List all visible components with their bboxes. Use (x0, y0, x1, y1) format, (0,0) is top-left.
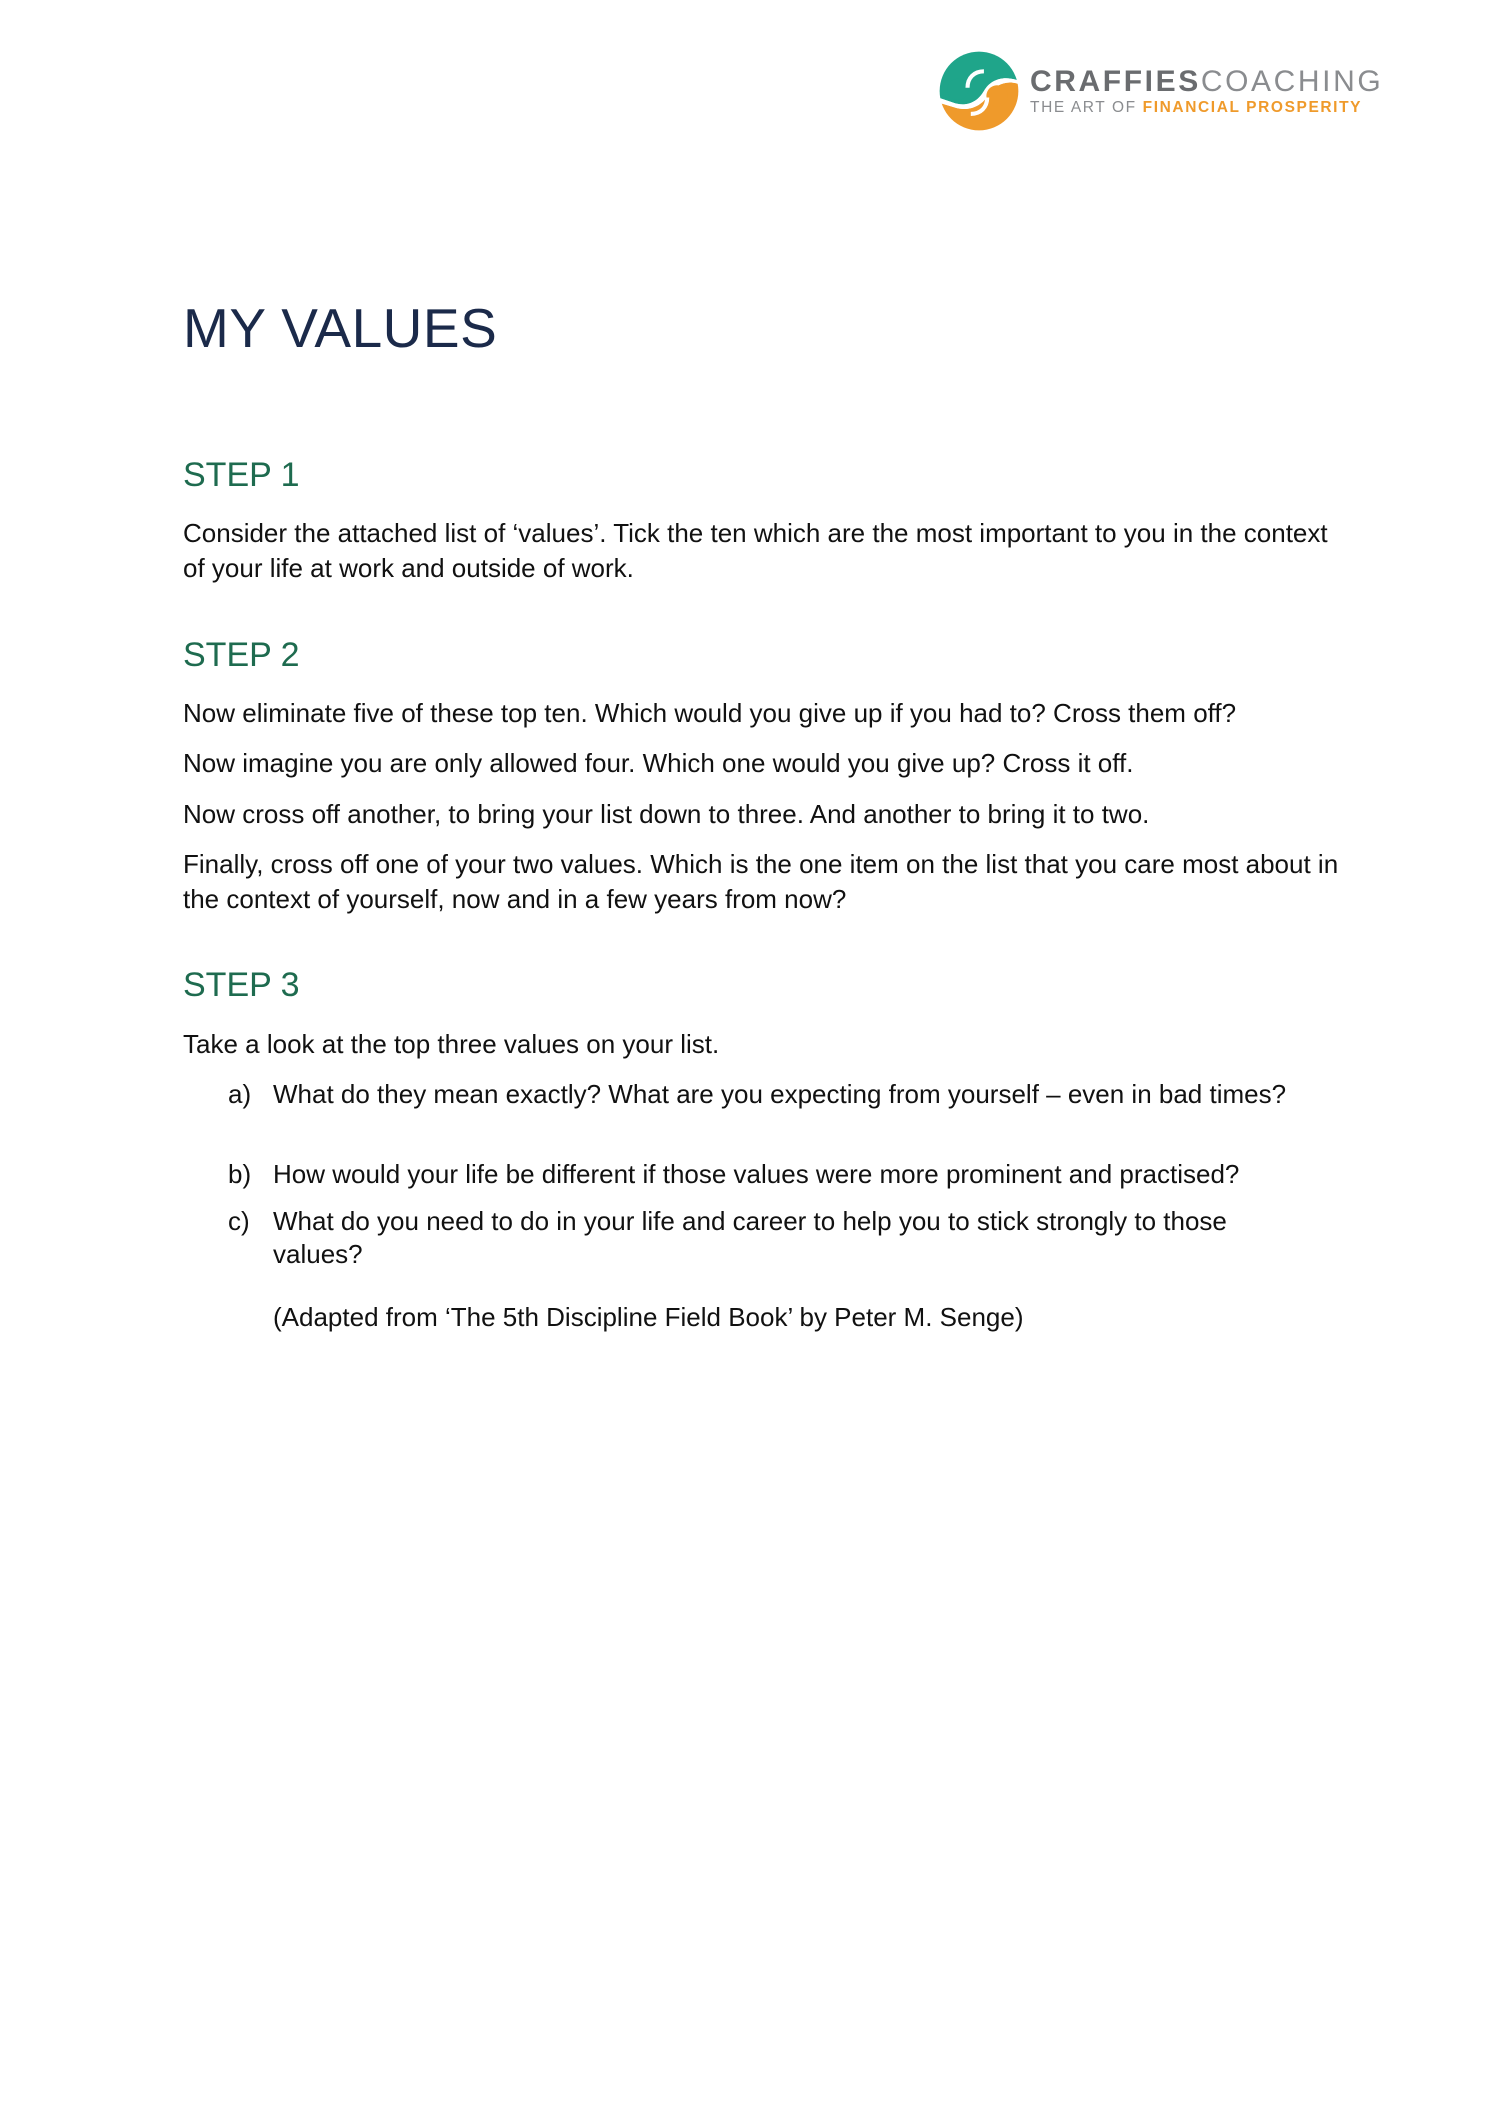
brand-name-strong: CRAFFIES (1030, 64, 1201, 98)
tagline-light: THE ART OF (1030, 98, 1143, 116)
list-item-text: How would your life be different if those values were more prominent and practised? (273, 1159, 1240, 1189)
list-marker: c) (228, 1206, 250, 1236)
step-1-paragraph: Consider the attached list of ‘values’. Tick the ten which are the most important to you in the context of your life at work and outside of work. (183, 518, 1328, 583)
list-item-text: What do you need to do in your life and career to help you to stick strongly to those values? (273, 1206, 1227, 1269)
brand-name-light: COACHING (1200, 64, 1384, 98)
step-1-heading: STEP 1 (183, 456, 300, 494)
craffies-swirl-logo-icon (938, 50, 1020, 132)
step-3-list-item-c (228, 1205, 1308, 1271)
step-2-paragraph-1: Now eliminate five of these top ten. Which would you give up if you had to? Cross them off? (183, 698, 1237, 728)
list-marker: a) (228, 1079, 252, 1109)
source-citation: (Adapted from ‘The 5th Discipline Field Book’ by Peter M. Senge) (273, 1302, 1024, 1332)
step-3-intro: Take a look at the top three values on your list. (183, 1029, 720, 1059)
step-2-paragraph-4: Finally, cross off one of your two values. Which is the one item on the list that you care most about in the context of yourself, now and in a few years from now? (183, 849, 1339, 914)
step-3-list-item-a (228, 1078, 1308, 1111)
step-2-heading: STEP 2 (183, 636, 300, 674)
brand-name (1030, 66, 1383, 98)
brand-tagline (1030, 99, 1383, 117)
craffies-coaching-logo (938, 48, 1383, 134)
step-3-list-item-b (228, 1158, 1308, 1191)
tagline-strong: FINANCIAL PROSPERITY (1142, 98, 1363, 116)
step-2-paragraph-2: Now imagine you are only allowed four. Which one would you give up? Cross it off. (183, 748, 1134, 778)
step-2-paragraph-3: Now cross off another, to bring your list down to three. And another to bring it to two. (183, 799, 1150, 829)
list-item-text: What do they mean exactly? What are you expecting from yourself – even in bad times? (273, 1079, 1287, 1109)
list-marker: b) (228, 1159, 252, 1189)
logo-wordmark (1030, 66, 1383, 117)
step-3-heading: STEP 3 (183, 966, 300, 1004)
page-title: MY VALUES (183, 297, 498, 359)
